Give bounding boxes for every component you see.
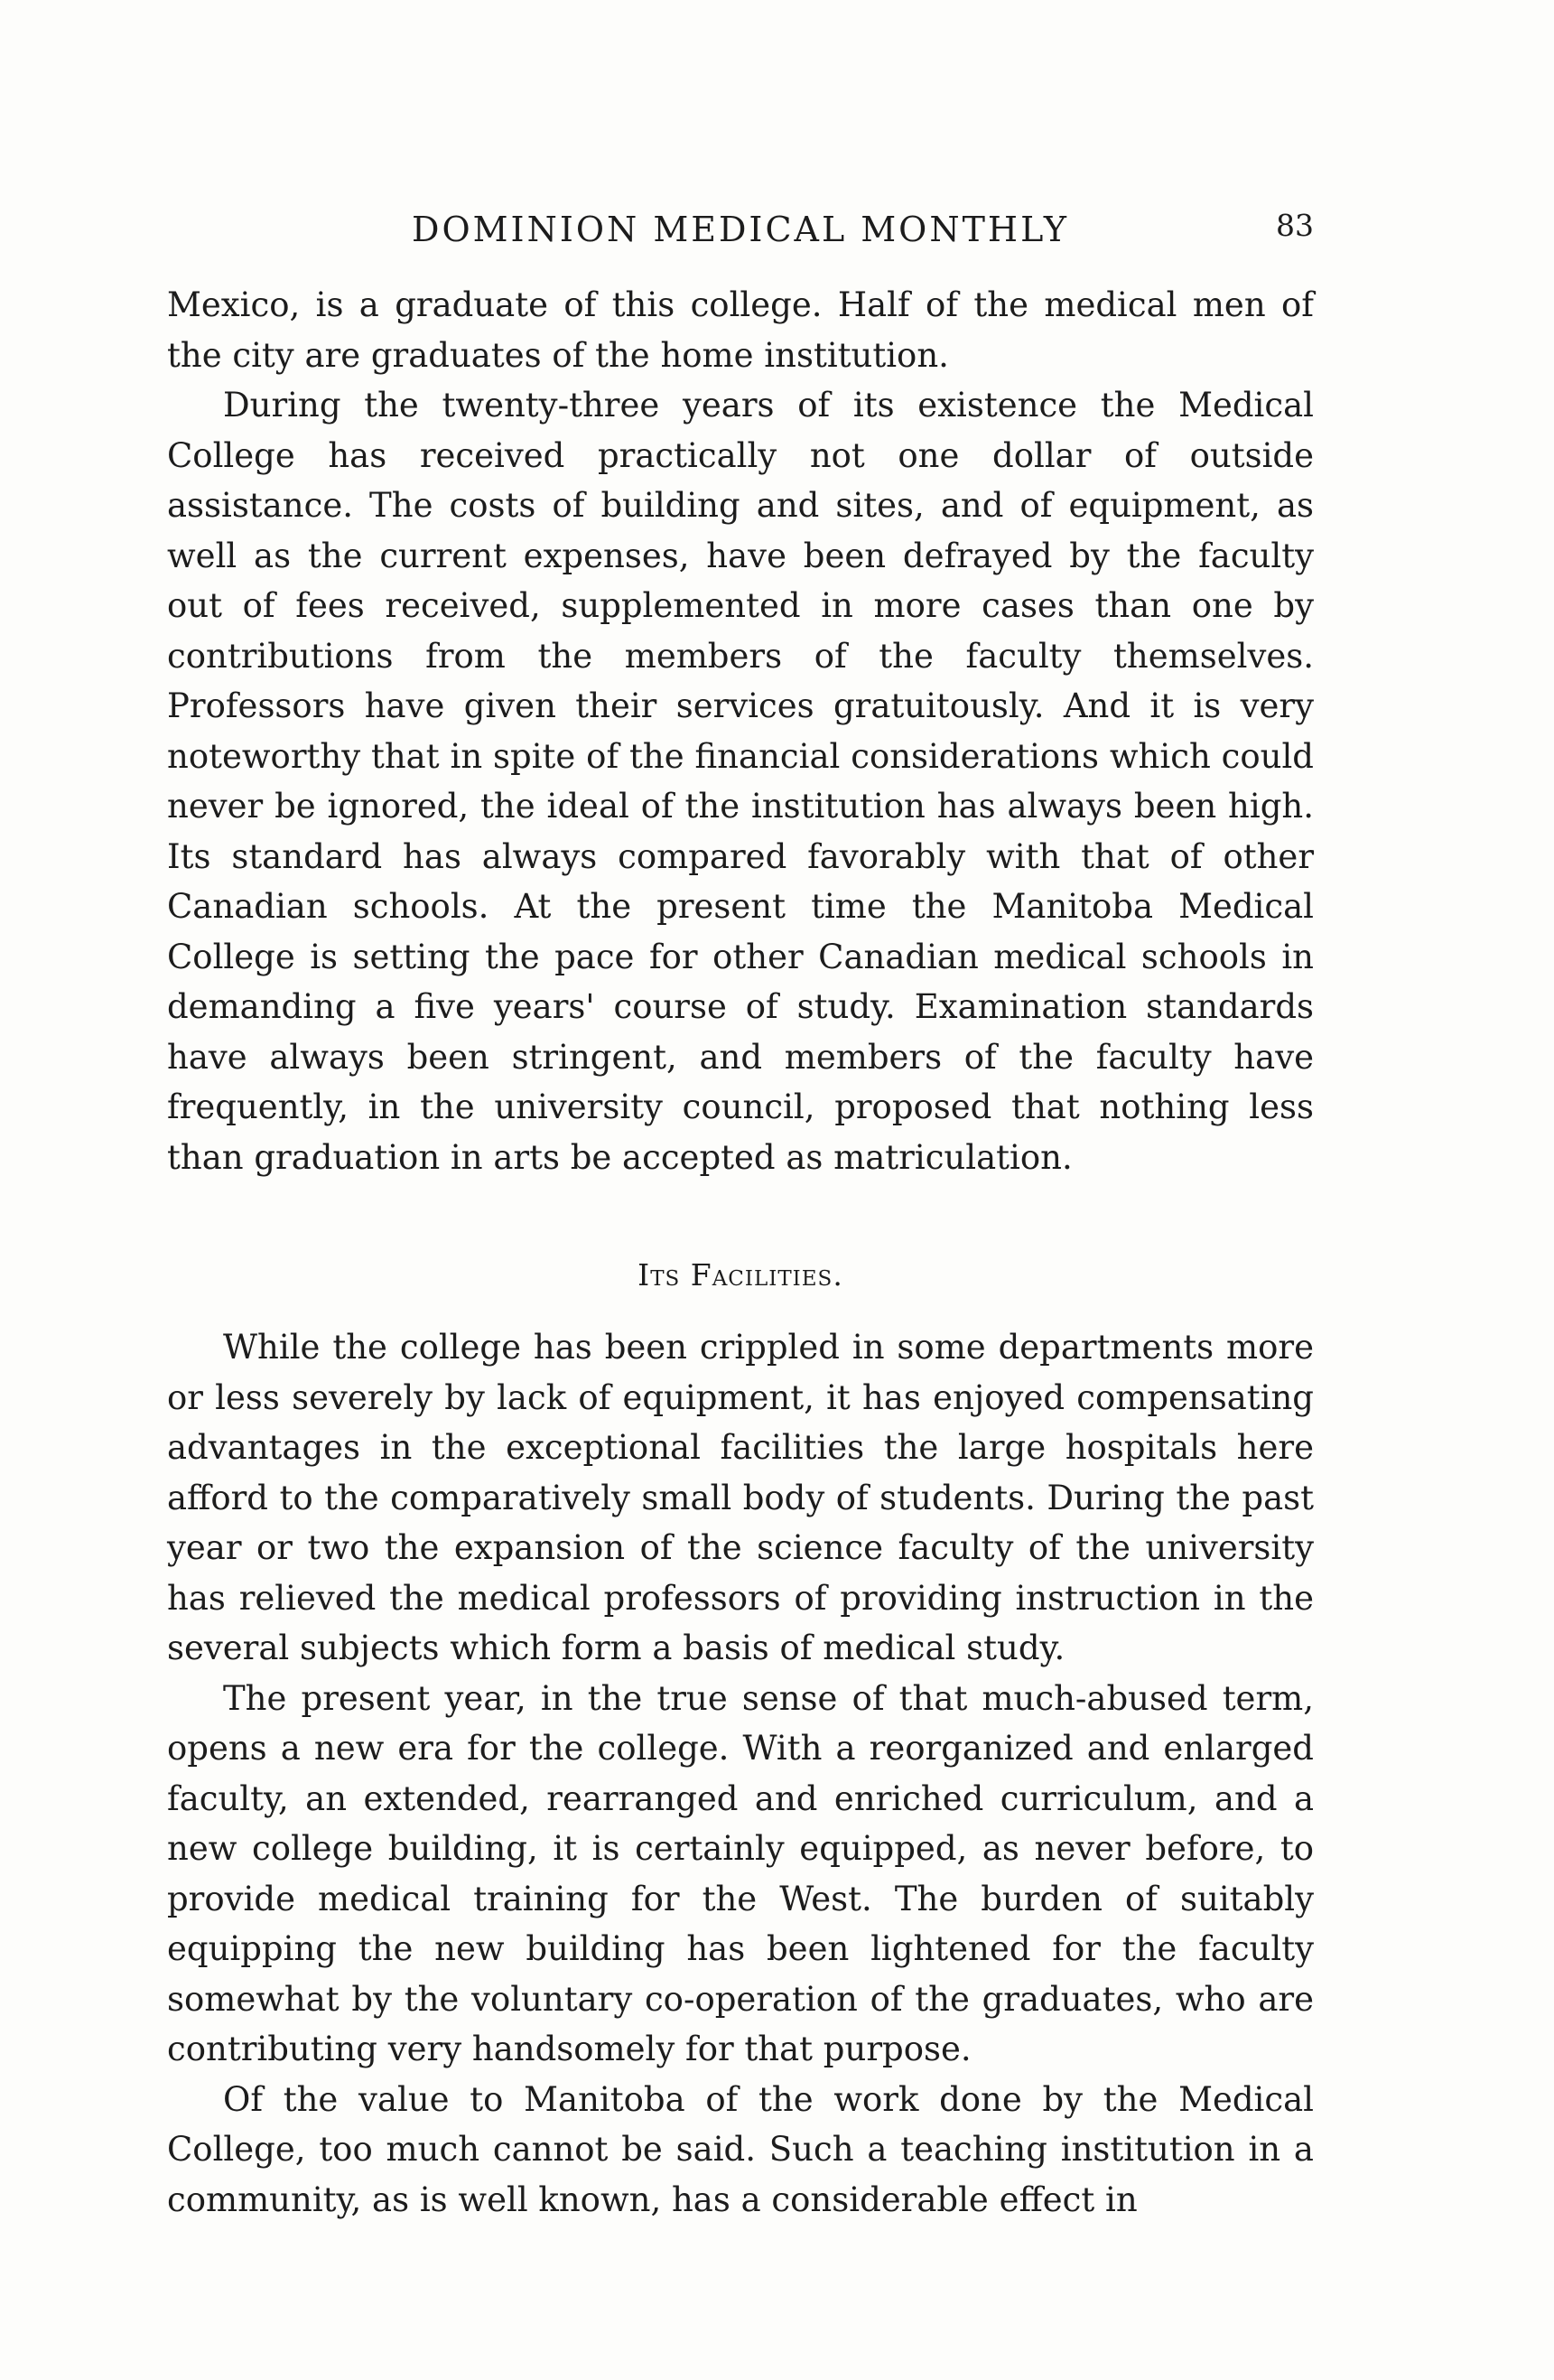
body-text bbox=[167, 280, 1314, 2225]
section-heading: Its Facilities. bbox=[637, 1257, 843, 1293]
running-title: DOMINION MEDICAL MONTHLY bbox=[412, 210, 1069, 249]
paragraph-history: During the twenty-three years of its existence the Medical College has received practically not one dollar of outside assistance. The costs of building and sites, and of equipment, as well as the current expenses, have been defrayed by the faculty out of fees received, supplemented in more cases than one by contributions from the members of the faculty themselves. Professors have given their services gratuitously. And it is very noteworthy that in spite of the financial considerations which could never be ignored, the ideal of the institution has always been high. Its standard has always compared favorably with that of other Canadian schools. At the present time the Manitoba Medical College is setting the pace for other Canadian medical schools in demanding a five years' course of study. Examination standards have always been stringent, and members of the faculty have frequently, in the university council, proposed that nothing less than graduation in arts be accepted as matriculation. bbox=[167, 386, 1314, 1177]
paragraph-value: Of the value to Manitoba of the work done by the Medical College, too much cannot be said. Such a teaching institution in a community, as is well known, has a considerable effect in bbox=[167, 2079, 1314, 2219]
paragraph-new-era: The present year, in the true sense of that much-abused term, opens a new era for the college. With a reorganized and enlarged faculty, an extended, rearranged and enriched curriculum, and a new college building, it is certainly equipped, as never before, to provide medical training for the West. The burden of suitably equipping the new building has been lightened for the faculty somewhat by the voluntary co-operation of the graduates, who are contributing very handsomely for that purpose. bbox=[167, 1678, 1314, 2068]
running-head bbox=[167, 203, 1314, 257]
paragraph-facilities: While the college has been crippled in some departments more or less severely by lack of equipment, it has enjoyed compensating advantages in the exceptional facilities the large hospitals here afford to the comparatively small body of students. During the past year or two the expansion of the science faculty of the university has relieved the medical professors of providing instruction in the several subjects which form a basis of medical study. bbox=[167, 1328, 1314, 1667]
page-number: 83 bbox=[1276, 208, 1314, 243]
paragraph-continuation: Mexico, is a graduate of this college. Half of the medical men of the city are graduates of the home institution. bbox=[167, 285, 1314, 375]
